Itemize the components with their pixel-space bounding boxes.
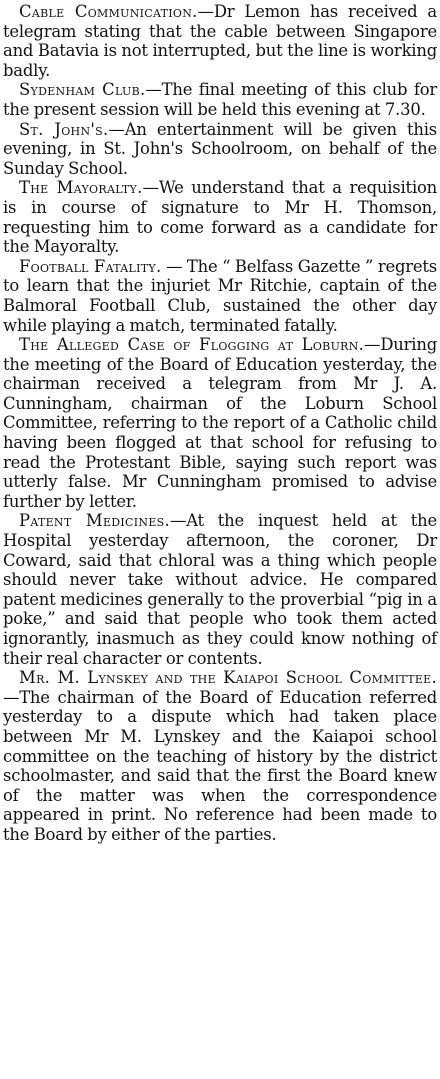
item-heading: Football Fatality. xyxy=(19,256,162,276)
item-heading: Mr. M. Lynskey and the Kaiapoi School Committee. xyxy=(19,668,437,688)
item-body: —Dr Lemon has received a telegram stating that the cable between Singapore and Batavia is not interrupted, but the line is working badly. xyxy=(3,2,437,80)
item-heading: St. John's. xyxy=(19,119,109,139)
item-heading: Cable Communication. xyxy=(19,2,198,21)
item-body: —An entertainment will be given this evening, in St. John's Schoolroom, on behalf of the Sunday School. xyxy=(3,119,437,178)
item-heading: Patent Medicines. xyxy=(19,511,170,531)
news-item-mayoralty xyxy=(3,178,437,256)
item-heading: The Alleged Case of Flogging at Loburn. xyxy=(19,335,365,355)
item-heading: Sydenham Club. xyxy=(19,80,146,100)
news-item-st-johns xyxy=(3,120,437,179)
item-body: —We understand that a requisition is in course of signature to Mr H. Thomson, requesting him to come forward as a candidate for the Mayoralty. xyxy=(3,178,438,257)
item-body: —The final meeting of this club for the present session will be held this evening at 7.30. xyxy=(3,80,437,119)
item-body: — The “ Belfass Gazette ” regrets to learn that the injuriet Mr Ritchie, captain of the Balmoral Football Club, sustained the other day while playing a match, terminated fatally. xyxy=(3,256,437,335)
news-item-flogging-loburn xyxy=(3,335,437,511)
item-body: —During the meeting of the Board of Education yesterday, the chairman received a telegram from Mr J. A. Cunningham, chairman of the Loburn School Committee, referring to the report of a Catholic child having been flogged at that school for refusing to read the Protestant Bible, saying such report was utterly false. Mr Cunningham promised to advise further by letter. xyxy=(3,335,437,511)
item-body: —The chairman of the Board of Education referred yesterday to a dispute which had taken place between Mr M. Lynskey and the Kaiapoi school committee on the teaching of history by the district schoolmaster, and said that the first the Board knew of the matter was when the correspondence appeared in print. No reference had been made to the Board by either of the parties. xyxy=(3,687,437,844)
news-item-lynskey-kaiapoi xyxy=(3,668,437,844)
news-item-patent-medicines xyxy=(3,511,437,668)
news-item-football-fatality xyxy=(3,257,437,335)
item-body: —At the inquest held at the Hospital yesterday afternoon, the coroner, Dr Coward, said that chloral was a thing which people should never take without advice. He compared patent medicines generally to the proverbial “pig in a poke,” and said that people who took them acted ignorantly, inasmuch as they could know nothing of their real character or contents. xyxy=(3,511,437,668)
item-heading: The Mayoralty. xyxy=(19,178,143,198)
news-item-sydenham-club xyxy=(3,80,437,119)
news-item-cable-communication xyxy=(3,2,437,80)
